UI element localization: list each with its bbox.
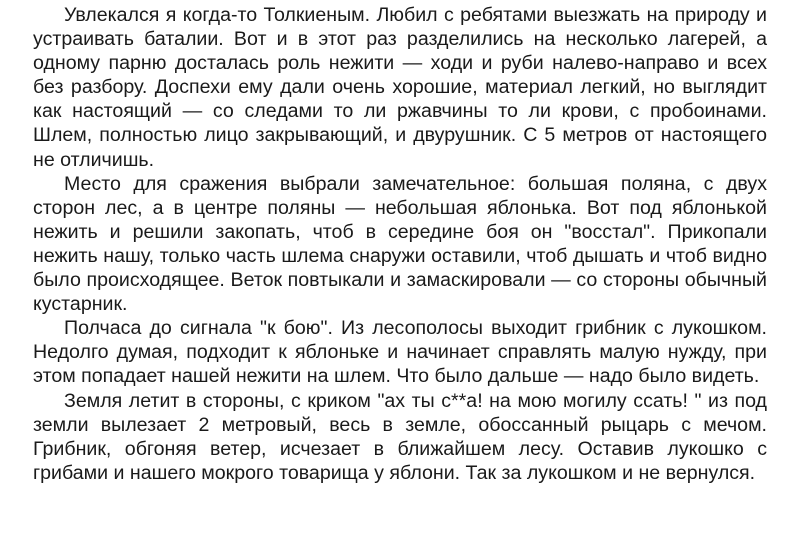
- paragraph-4: Земля летит в стороны, с криком "ах ты с**а! на мою могилу ссать! " из под земли вылезает 2 метровый, весь в земле, обоссанный рыцарь с мечом. Грибник, обгоняя ветер, исчезает в ближайшем лесу. Оставив лукошко с грибами и нашего мокрого товарища у яблони. Так за лукошком и не вернулся.: [33, 389, 767, 484]
- paragraph-1: Увлекался я когда-то Толкиеным. Любил с ребятами выезжать на природу и устраивать баталии. Вот и в этот раз разделились на несколько лагерей, а одному парню досталась роль нежити — ходи и руби налево-направо и всех без разбору. Доспехи ему дали очень хорошие, материал легкий, но выглядит как настоящий — со следами то ли ржавчины то ли крови, с пробоинами. Шлем, полностью лицо закрывающий, и двурушник. С 5 метров от настоящего не отличишь.: [33, 4, 767, 171]
- story-text: [33, 3, 767, 485]
- paragraph-2: Место для сражения выбрали замечательное: большая поляна, с двух сторон лес, а в центре поляны — небольшая яблонька. Вот под яблонькой нежить и решили закопать, чтоб в середине боя он "восстал". Прикопали нежить нашу, только часть шлема снаружи оставили, чтоб дышать и чтоб видно было происходящее. Веток повтыкали и замаскировали — со стороны обычный кустарник.: [33, 172, 767, 316]
- paragraph-3: Полчаса до сигнала "к бою". Из лесополосы выходит грибник с лукошком. Недолго думая, подходит к яблоньке и начинает справлять малую нужду, при этом попадает нашей нежити на шлем. Что было дальше — надо было видеть.: [33, 317, 767, 388]
